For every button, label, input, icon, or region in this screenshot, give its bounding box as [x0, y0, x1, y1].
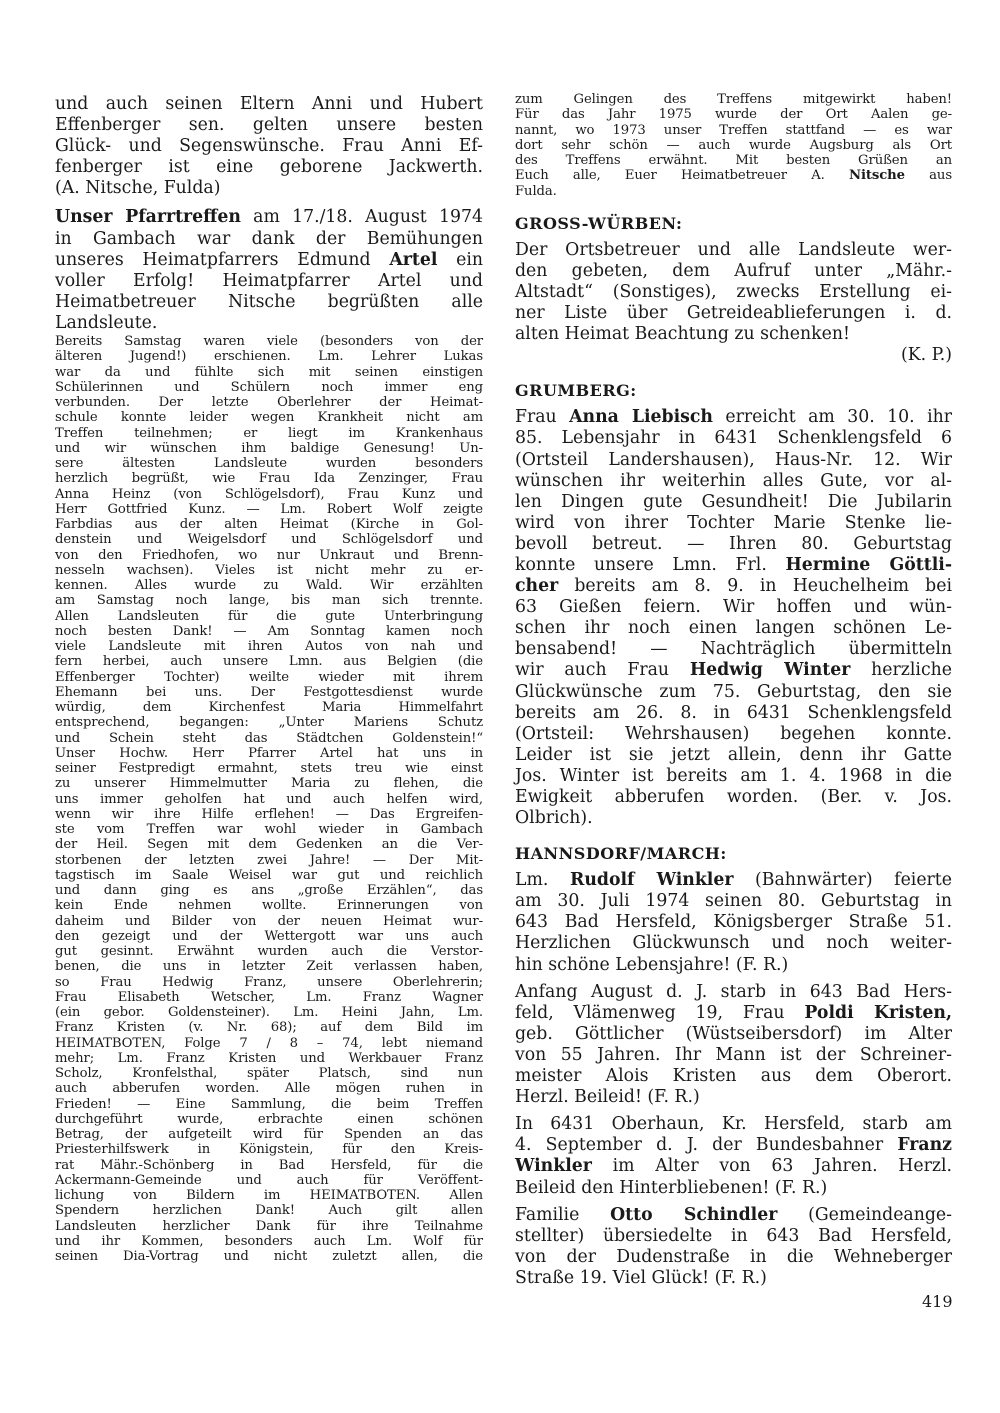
- text-line: Anfang August d. J. starb in 643 Bad Hers-: [515, 981, 952, 1002]
- bold-name: Unser Pfarrtreffen: [55, 207, 241, 228]
- bold-name: Otto Schindler: [610, 1204, 778, 1225]
- text-line: 4. September d. J. der Bundesbahner Franz: [515, 1135, 952, 1156]
- text-line: und ihr Kommen, besonders auch Lm. Wolf für: [55, 1233, 483, 1249]
- section-heading: GRUMBERG:: [515, 381, 637, 401]
- text-line: Farbdias aus der alten Heimat (Kirche in Gol-: [55, 517, 483, 533]
- text-line: ner Liste über Getreideablieferungen i. d.: [515, 303, 952, 324]
- text-line: Betrag, der aufgeteilt wird für Spenden an das: [55, 1127, 483, 1143]
- text-line: Unser Pfarrtreffen am 17./18. August 1974: [55, 207, 483, 228]
- text-line: Franz Kristen (v. Nr. 68); auf dem Bild im: [55, 1020, 483, 1036]
- text-line: seinen Dia-Vortrag und nicht zuletzt allen, die: [55, 1249, 483, 1265]
- bold-name: Hermine Göttli-: [785, 554, 952, 575]
- text-line: Anna Heinz (von Schlögelsdorf), Frau Kunz und: [55, 486, 483, 502]
- text-line: wünschen ihr weiterhin alles Gute, vor al-: [515, 470, 952, 491]
- text-line: (Ortsteil Landershausen), Haus-Nr. 12. Wir: [515, 449, 952, 470]
- text-line: und dann ging es ans „große Erzählen“, das: [55, 883, 483, 899]
- signature: (K. P.): [901, 345, 952, 366]
- text-line: nesseln wachsen). Vieles ist nicht mehr zu er-: [55, 562, 483, 578]
- text-line: kein Ende nehmen wollte. Erinnerungen von: [55, 898, 483, 914]
- text-line: Frieden! — Eine Sammlung, die beim Treffen: [55, 1096, 483, 1112]
- text-line: alten Heimat Beachtung zu schenken!: [515, 324, 850, 345]
- text-line: storbenen der letzten zwei Jahre! — Der Mit-: [55, 852, 483, 868]
- text-line: Spendern herzlichen Dank! Auch gilt allen: [55, 1203, 483, 1219]
- paragraph: [515, 1114, 952, 1198]
- text-line: In 6431 Oberhaun, Kr. Hersfeld, starb am: [515, 1114, 952, 1135]
- text-line: würdig, dem Kirchenfest Maria Himmelfahrt: [55, 700, 483, 716]
- text-line: stellter) übersiedelte in 643 Bad Hersfeld,: [515, 1225, 952, 1246]
- text-line: Ackermann-Gemeinde und auch für Veröffent-: [55, 1172, 483, 1188]
- text-line: Lm. Rudolf Winkler (Bahnwärter) feierte: [515, 870, 952, 891]
- text-line: Treffen teilnehmen; er liegt im Krankenhaus: [55, 425, 483, 441]
- text-line: Fulda.: [515, 183, 557, 199]
- paragraph: [55, 94, 483, 199]
- text-line: Olbrich).: [515, 808, 593, 829]
- bold-name: cher: [515, 576, 559, 597]
- bold-name: Poldi Kristen,: [804, 1002, 953, 1023]
- text-line: verbunden. Der letzte Oberlehrer der Heimat-: [55, 395, 483, 411]
- text-line: geb. Göttlicher (Wüstseibersdorf) im Alter: [515, 1023, 952, 1044]
- text-line: Der Ortsbetreuer und alle Landsleute wer-: [515, 239, 952, 260]
- text-line: nannt, wo 1973 unser Treffen stattfand — es war: [515, 122, 952, 138]
- text-line: Effenberger sen. gelten unsere besten: [55, 115, 483, 136]
- text-line: noch besten Dank! — Am Sonntag kamen noch: [55, 623, 483, 639]
- text-line: rat Mähr.-Schönberg in Bad Hersfeld, für die: [55, 1157, 483, 1173]
- text-line: Priesterhilfswerk in Königstein, für den Kreis-: [55, 1142, 483, 1158]
- text-line: der Heil. Segen mit dem Gedenken an die Ver-: [55, 837, 483, 853]
- text-line: Glück- und Segenswünsche. Frau Anni Ef-: [55, 136, 483, 157]
- text-line: uns immer geholfen hat und auch helfen wird,: [55, 791, 483, 807]
- paragraph: [515, 407, 952, 829]
- text-line: am Samstag noch lange, bis man sich trennte.: [55, 593, 483, 609]
- text-line: herzlich begrüßt, wie Frau Ida Zenzinger, Frau: [55, 471, 483, 487]
- paragraph: [515, 1205, 952, 1289]
- section-heading: HANNSDORF/MARCH:: [515, 844, 727, 864]
- text-line: Bereits Samstag waren viele (besonders von der: [55, 334, 483, 350]
- text-line: fenberger ist eine geborene Jackwerth.: [55, 157, 483, 178]
- text-line: sere ältesten Landsleute wurden besonders: [55, 456, 483, 472]
- text-line: Unser Hochw. Herr Pfarrer Artel hat uns in: [55, 745, 483, 761]
- text-line: Landsleuten herzlicher Dank für ihre Teilnahme: [55, 1218, 483, 1234]
- text-line: Winkler im Alter von 63 Jahren. Herzl.: [515, 1156, 952, 1177]
- text-line: Für das Jahr 1975 wurde der Ort Aalen ge-: [515, 107, 952, 123]
- text-line: Familie Otto Schindler (Gemeindeange-: [515, 1204, 952, 1225]
- text-line: von den Friedhofen, wo nur Unkraut und Brenn-: [55, 547, 483, 563]
- text-line: entsprechend, begangen: „Unter Mariens Schutz: [55, 715, 483, 731]
- text-line: Ehemann bei uns. Der Festgottesdienst wurde: [55, 684, 483, 700]
- text-line: ste vom Treffen war wohl wieder in Gambach: [55, 822, 483, 838]
- text-line: von der Dudenstraße in die Wehneberger: [515, 1246, 952, 1267]
- text-line: lichung von Bildern im HEIMATBOTEN. Allen: [55, 1188, 483, 1204]
- text-line: und auch seinen Eltern Anni und Hubert: [55, 94, 483, 114]
- text-line: voller Erfolg! Heimatpfarrer Artel und: [55, 270, 483, 291]
- text-line: len Dingen gute Gesundheit! Die Jubilarin: [515, 491, 952, 512]
- text-line: bereits am 26. 8. in 6431 Schenklengsfeld: [515, 702, 952, 723]
- text-line: des Treffens erwähnt. Mit besten Grüßen an: [515, 153, 952, 168]
- paragraph: [55, 334, 483, 1264]
- text-line: 63 Gießen feiern. Wir hoffen und wün-: [515, 597, 952, 618]
- text-line: unseres Heimatpfarrers Edmund Artel ein: [55, 249, 483, 270]
- text-line: von 55 Jahren. Ihr Mann ist der Schreiner-: [515, 1044, 952, 1065]
- bold-name: Hedwig Winter: [689, 660, 851, 681]
- text-line: HEIMATBOTEN, Folge 7 / 8 – 74, lebt niemand: [55, 1035, 483, 1051]
- paragraph: [515, 870, 952, 975]
- text-line: bevoll betreut. — Ihren 80. Geburtstag: [515, 533, 952, 554]
- text-line: Frau Elisabeth Wetscher, Lm. Franz Wagner: [55, 989, 483, 1005]
- text-line: fern herbei, auch unsere Lmn. aus Belgien (die: [55, 654, 483, 670]
- text-line: konnte unsere Lmn. Frl. Hermine Göttli-: [515, 554, 952, 575]
- left-column: [55, 94, 483, 1264]
- bold-name: Franz: [897, 1135, 952, 1156]
- text-line: wenn wir ihre Hilfe erflehen! — Das Ergreifen-: [55, 806, 483, 822]
- text-line: Altstadt“ (Sonstiges), zwecks Erstellung ei-: [515, 281, 952, 302]
- text-line: schen ihr noch einen langen schönen Le-: [515, 618, 952, 639]
- text-line: Leider ist sie jetzt allein, denn ihr Gatte: [515, 744, 952, 765]
- text-line: Frau Anna Liebisch erreicht am 30. 10. ihr: [515, 407, 952, 428]
- text-line: und wir wünschen ihm baldige Genesung! Un-: [55, 440, 483, 456]
- text-line: Allen Landsleuten für die gute Unterbringung: [55, 608, 483, 624]
- text-line: war da und fühlte sich mit seinen einstigen: [55, 364, 483, 380]
- text-line: Straße 19. Viel Glück! (F. R.): [515, 1267, 767, 1288]
- text-line: Herr Gottfried Kunz. — Lm. Robert Wolf zeigte: [55, 501, 483, 517]
- bold-name: Nitsche: [849, 168, 905, 184]
- text-line: wird von ihrer Tochter Marie Stenke lie-: [515, 512, 952, 533]
- text-line: Euch alle, Euer Heimatbetreuer A. Nitsche aus: [515, 168, 952, 184]
- text-line: benen, die uns in letzter Zeit verlassen haben,: [55, 959, 483, 975]
- text-line: Jos. Winter ist bereits am 1. 4. 1968 in die: [515, 765, 952, 786]
- bold-name: Anna Liebisch: [569, 407, 713, 428]
- text-line: denstein und Weigelsdorf und Schlögelsdorf und: [55, 532, 483, 548]
- text-line: cher bereits am 8. 9. in Heuchelheim bei: [515, 576, 952, 597]
- paragraph: [515, 982, 952, 1109]
- text-line: mehr; Lm. Franz Kristen und Werkbauer Franz: [55, 1050, 483, 1066]
- paragraph: [515, 92, 952, 199]
- text-line: 643 Bad Hersfeld, Königsberger Straße 51.: [515, 912, 952, 933]
- text-line: kennen. Alles wurde zu Wald. Wir erzählten: [55, 578, 483, 594]
- text-line: den gebeten, dem Aufruf unter „Mähr.-: [515, 260, 952, 281]
- text-line: seiner Festpredigt ermahnt, stets treu wie einst: [55, 761, 483, 777]
- text-line: daheim und Bilder von der neuen Heimat wur-: [55, 913, 483, 929]
- text-line: und Schein steht das Städtchen Goldenstein!“: [55, 730, 483, 746]
- text-line: Schülerinnen und Schülern noch immer eng: [55, 379, 483, 395]
- text-line: tagstisch im Saale Weisel war gut und reichlich: [55, 867, 483, 883]
- paragraph: [515, 240, 952, 367]
- text-line: älteren Jugend!) erschienen. Lm. Lehrer Lukas: [55, 349, 483, 365]
- text-line: zu unserer Himmelmutter Maria zu flehen, die: [55, 776, 483, 792]
- text-line: Scholz, Kronfelsthal, später Platsch, sind nun: [55, 1066, 483, 1082]
- text-line: Beileid den Hinterbliebenen! (F. R.): [515, 1177, 828, 1198]
- text-line: (Ortsteil: Wehrshausen) begehen konnte.: [515, 723, 952, 744]
- section-heading: GROSS-WÜRBEN:: [515, 213, 683, 233]
- text-line: meister Alois Kristen aus dem Oberort.: [515, 1066, 952, 1087]
- text-line: Ewigkeit abberufen worden. (Ber. v. Jos.: [515, 787, 952, 807]
- text-line: (ein gebor. Goldensteiner). Lm. Heini Jahn, Lm.: [55, 1005, 483, 1021]
- text-line: viele Landsleute mit ihren Autos von nah und: [55, 639, 483, 655]
- text-line: gut gesinnt. Erwähnt wurden auch die Verstor-: [55, 944, 483, 960]
- text-line: hin schöne Lebensjahre! (F. R.): [515, 954, 789, 975]
- text-line: schule konnte leider wegen Krankheit nicht am: [55, 410, 483, 426]
- right-column: [515, 92, 952, 1289]
- text-line: feld, Vlämenweg 19, Frau Poldi Kristen,: [515, 1002, 953, 1023]
- text-line: den gezeigt und der Wettergott war uns auch: [55, 928, 483, 944]
- page-number: 419: [922, 1292, 953, 1311]
- bold-name: Artel: [389, 249, 438, 270]
- bold-name: Rudolf Winkler: [569, 870, 734, 891]
- text-line: bensabend! — Nachträglich übermitteln: [515, 639, 952, 660]
- text-line: Heimatbetreuer Nitsche begrüßten alle: [55, 291, 483, 312]
- text-line: auch abberufen worden. Alle mögen ruhen in: [55, 1081, 483, 1097]
- text-line: dort sehr schön — auch wurde Augsburg als Ort: [515, 137, 952, 153]
- text-line: am 30. Juli 1974 seinen 80. Geburtstag in: [515, 891, 952, 912]
- text-line: in Gambach war dank der Bemühungen: [55, 228, 483, 249]
- text-line: durchgeführt wurde, erbrachte einen schönen: [55, 1111, 483, 1127]
- text-line: zum Gelingen des Treffens mitgewirkt haben!: [515, 92, 952, 107]
- text-line: (A. Nitsche, Fulda): [55, 178, 221, 199]
- text-line: Herzl. Beileid! (F. R.): [515, 1087, 700, 1108]
- text-line: so Frau Hedwig Franz, unsere Oberlehrerin;: [55, 974, 483, 990]
- bold-name: Winkler: [515, 1156, 592, 1177]
- text-line: Herzlichen Glückwunsch und noch weiter-: [515, 933, 952, 954]
- paragraph: [55, 207, 483, 334]
- text-line: Effenberger Tochter) weilte wieder mit ihrem: [55, 669, 483, 685]
- text-line: 85. Lebensjahr in 6431 Schenklengsfeld 6: [515, 428, 952, 449]
- text-line: wir auch Frau Hedwig Winter herzliche: [515, 660, 952, 681]
- text-line: Landsleute.: [55, 312, 158, 333]
- text-line: Glückwünsche zum 75. Geburtstag, den sie: [515, 681, 952, 702]
